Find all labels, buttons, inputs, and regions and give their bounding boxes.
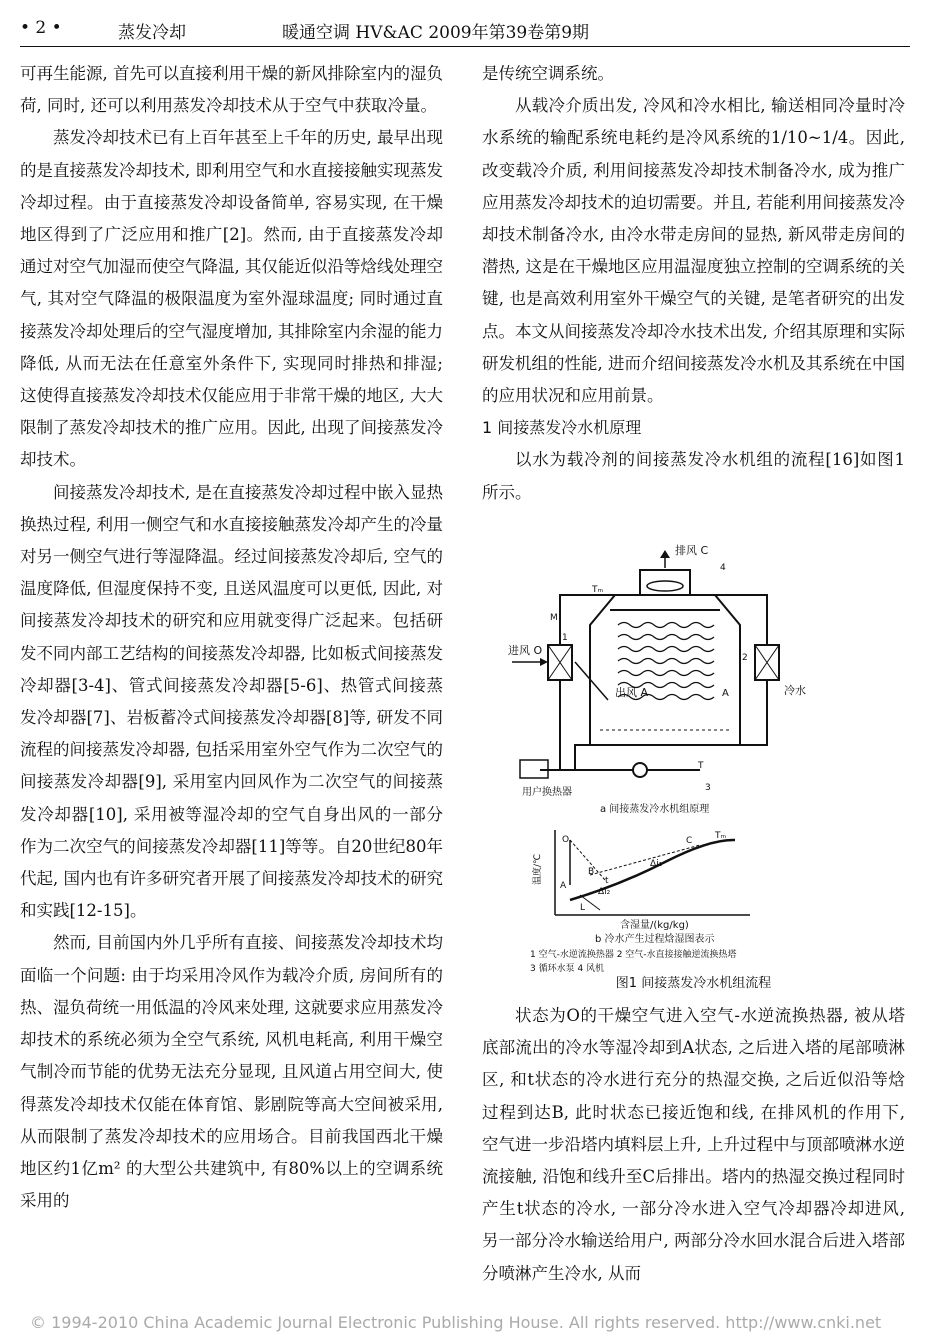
m-label: M: [550, 613, 558, 623]
chart-point-label: O: [562, 835, 570, 845]
chart-point-label: C: [686, 836, 693, 846]
pipe: [740, 680, 767, 745]
paragraph: 从载冷介质出发, 冷风和冷水相比, 输送相同冷量时冷水系统的输配系统电耗约是冷风系统的1/10~1/4。因此, 改变载冷介质, 利用间接蒸发冷却技术制备冷水, 成为推广应用蒸发冷却技术的迫切需要。并且, 若能利用间接蒸发冷却技术制备冷水, 由冷水带走房间的显热, 新风带走房间的潜热, 这是在干燥地区应用温湿度独立控制的空调系统的关键, 也是高效利用室外干燥空气的关键, 是笔者研究的出发点。本文从间接蒸发冷却冷水技术出发, 介绍其原理和实际研发机组的性能, 进而介绍间接蒸发冷水机及其系统在中国的应用状况和应用前景。: [482, 96, 905, 406]
chart-point-label: B: [588, 867, 595, 877]
num-label: 3: [705, 783, 711, 793]
paragraph: 间接蒸发冷却技术, 是在直接蒸发冷却过程中嵌入显热换热过程, 利用一侧空气和水直接接触蒸发冷却产生的冷量对另一侧空气进行等湿降温。经过间接蒸发冷却后, 空气的温度降低, 但湿度保持不变, 且送风温度可以更低, 因此, 对间接蒸发冷却技术的研究和应用就变得广泛起来。包括研发不同内部工艺结构的间接蒸发冷却器, 比如板式间接蒸发冷却器[3-4]、管式间接蒸发冷却器[5-6]、热管式间接蒸发冷却器[7]、岩板蓄冷式间接蒸发冷却器[8]等, 研发不同流程的间接蒸发冷却器, 包括采用室外空气作为二次空气的间接蒸发冷却器[9], 采用室内回风作为二次空气的间接蒸发冷却器[10], 采用被等湿冷却的空气自身出风的一部分作为二次空气的间接蒸发冷却器[11]等等。自20世纪80年代起, 国内也有许多研究者开展了间接蒸发冷却技术的研究和实践[12-15]。: [20, 482, 443, 921]
chart-x-label: 含湿量/(kg/kg): [620, 920, 689, 931]
subcaption-a: a 间接蒸发冷水机组原理: [600, 804, 710, 815]
figure-caption: 图1 间接蒸发冷水机组流程: [615, 976, 772, 991]
inlet-label: 进风 O: [508, 644, 543, 657]
chart-delta-label: Δi₂: [598, 887, 611, 897]
outlet-label: 出风 A: [615, 686, 649, 699]
pump-icon: [633, 763, 647, 777]
page-header: [20, 18, 930, 44]
journal-info: 暖通空调 HV&AC 2009年第39卷第9期: [282, 23, 590, 43]
exhaust-label: 排风 C: [675, 544, 709, 557]
section-heading: 1 间接蒸发冷水机原理: [482, 418, 642, 438]
paragraph: 然而, 目前国内外几乎所有直接、间接蒸发冷却技术均面临一个问题: 由于均采用冷风作为载冷介质, 房间所有的热、湿负荷统一用低温的冷风来处理, 这就要求应用蒸发冷却技术的系统必须为全空气系统, 风机电耗高, 利用干燥空气制冷而节能的优势无法充分显现, 且风道占用空间大, 使得蒸发冷却技术仅能在体育馆、影剧院等高大空间被采用, 从而限制了蒸发冷却技术的应用场合。目前我国西北干燥地区约1亿m² 的大型公共建筑中, 有80%以上的空调系统采用的: [20, 933, 443, 1211]
chart-y-label: 温度/℃: [533, 853, 543, 885]
paragraph: 蒸发冷却技术已有上百年甚至上千年的历史, 最早出现的是直接蒸发冷却技术, 即利用空气和水直接接触实现蒸发冷却过程。由于直接蒸发冷却设备简单, 容易实现, 在干燥地区得到了广泛应用和推广[2]。然而, 由于直接蒸发冷却通过对空气加湿而使空气降温, 其仅能近似沿等焓线处理空气, 其对空气降温的极限温度为室外湿球温度; 同时通过直接蒸发冷却处理后的空气湿度增加, 其排除室内余湿的能力降低, 从而无法在任意室外条件下, 实现同时排热和排湿; 这使得直接蒸发冷却技术仅能应用于非常干燥的地区, 大大限制了蒸发冷却技术的推广应用。因此, 出现了间接蒸发冷却技术。: [20, 128, 443, 470]
paragraph: 以水为载冷剂的间接蒸发冷水机组的流程[16]如图1所示。: [482, 450, 905, 502]
chart-point-label: Tₘ: [715, 831, 727, 841]
cold-water-label: 冷水: [784, 684, 806, 697]
right-column-lower: [482, 1000, 905, 1290]
exhaust-arrow-head: [660, 550, 670, 558]
figure-legend: 3 循环水泵 4 风机: [530, 964, 605, 974]
figure-legend: 1 空气-水逆流换热器 2 空气-水直接接触逆流换热塔: [530, 950, 737, 960]
tm-label: Tₘ: [592, 585, 604, 595]
copyright-footer: © 1994-2010 China Academic Journal Electronic Publishing House. All rights reserved. http://www.cnki.net: [30, 1313, 882, 1332]
saturation-curve: [570, 840, 735, 900]
tower-outline: [590, 595, 740, 745]
num-label: 4: [720, 563, 726, 573]
chart-delta-label: Δi₁: [650, 859, 663, 869]
section-name: 蒸发冷却: [118, 23, 186, 43]
header-rule: [20, 46, 910, 47]
t-label: T: [698, 761, 704, 771]
paragraph: 是传统空调系统。: [482, 64, 614, 83]
paragraph: 状态为O的干燥空气进入空气-水逆流换热器, 被从塔底部流出的冷水等湿冷却到A状态, 之后进入塔的尾部喷淋区, 和t状态的冷水进行充分的热湿交换, 之后近似沿等焓过程到达B, 此时状态已接近饱和线, 在排风机的作用下, 空气进一步沿塔内填料层上升, 上升过程中与顶部喷淋水逆流接触, 沿饱和线升至C后排出。塔内的热湿交换过程同时产生t状态的冷水, 一部分冷水进入空气冷却器冷却进风, 另一部分冷水输送给用户, 两部分冷水回水混合后进入塔部分喷淋产生冷水, 从而: [482, 1006, 905, 1283]
chart-point-label: t: [605, 876, 609, 886]
paragraph: 可再生能源, 首先可以直接利用干燥的新风排除室内的湿负荷, 同时, 还可以利用蒸发冷却技术从于空气中获取冷量。: [20, 64, 443, 116]
num-label: 2: [742, 653, 748, 663]
right-column: [482, 58, 905, 509]
fan-icon: [647, 581, 683, 591]
num-label: 1: [562, 633, 568, 643]
figure-1: [500, 540, 910, 960]
subcaption-b: b 冷水产生过程焓湿图表示: [595, 934, 715, 945]
chart-point-label: L: [580, 903, 586, 913]
left-column: [20, 58, 443, 1217]
chart-point-label: A: [560, 881, 567, 891]
a-label: A: [722, 688, 729, 699]
figure-drawing: [500, 540, 910, 960]
air-path: [575, 662, 608, 700]
page-number: • 2 •: [20, 18, 62, 38]
pipe: [560, 595, 615, 645]
user-hx-label: 用户换热器: [522, 787, 572, 798]
